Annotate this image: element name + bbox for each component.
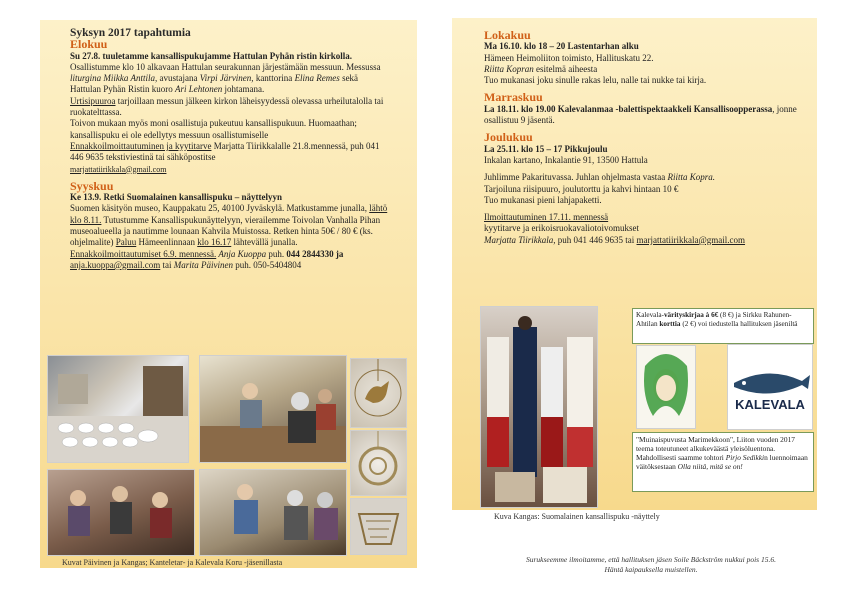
photo-kalevala-book xyxy=(727,344,813,430)
left-caption: Kuvat Päivinen ja Kangas; Kanteletar- ja Kalevala Koru -jäsenillasta xyxy=(62,558,283,567)
syyskuu-text: Suomen käsityön museo, Kauppakatu 25, 40100 Jyväskylä. Matkustamme junalla, xyxy=(70,203,370,214)
box2-text: n luennoimaan väitöksestaan xyxy=(636,453,808,471)
box1-price: à 6€ xyxy=(705,311,719,319)
photo-listening-group xyxy=(199,469,347,556)
joulukuu-menu: Tarjoiluna riisipuuro, joulutorttu ja kahvi hintaan 10 € xyxy=(484,183,679,194)
lecture-notice xyxy=(632,432,814,492)
right-caption: Kuva Kangas: Suomalainen kansallispuku -näyttely xyxy=(494,512,660,521)
box1-cards: korttia xyxy=(659,320,681,328)
elokuu-lead: Su 27.8. tuuletamme kansallispukujamme Hattulan Pyhän ristin kirkolla. xyxy=(70,50,353,61)
joulukuu-details xyxy=(484,172,804,206)
joulukuu-lead: La 25.11. klo 15 – 17 Pikkujoulu xyxy=(484,143,608,154)
syyskuu-text: tai xyxy=(160,259,174,270)
syyskuu-text: Hämeenlinnaan xyxy=(136,237,198,248)
syyskuu-contact2: Marita Päivinen xyxy=(173,259,234,270)
syyskuu-email-link[interactable]: anja.kuoppa@gmail.com xyxy=(70,259,161,270)
box1-text: Kalevala- xyxy=(636,311,664,319)
syyskuu-registration xyxy=(70,249,390,272)
photo-bird-pendant xyxy=(350,358,407,428)
coloring-book-notice xyxy=(632,308,814,344)
photo-costume-exhibition xyxy=(480,306,598,508)
lokakuu-heading: Lokakuu xyxy=(484,28,531,42)
photo-kantele-jewel xyxy=(350,498,407,555)
kantele-icon xyxy=(351,499,406,554)
elokuu-text: johtamana. xyxy=(222,84,265,95)
joulukuu-address: Inkalan kartano, Inkalantie 91, 13500 Hattula xyxy=(484,154,648,165)
syyskuu-return-time: klo 16.17 xyxy=(197,237,232,248)
memorial-line: Häntä kaipauksella muistellen. xyxy=(604,565,698,574)
marraskuu-body xyxy=(484,104,804,127)
joulukuu-email-link[interactable]: marjattatiirikkala@gmail.com xyxy=(636,234,746,245)
joulukuu-contact: Marjatta Tiirikkala, xyxy=(484,234,556,245)
joulukuu-reg-text: kyytitarve ja erikoisruokavaliotoivomukset xyxy=(484,223,639,234)
puuro-link: Urtisipuuroa xyxy=(70,95,116,106)
photo-coffee-table xyxy=(47,355,189,463)
box2-quote: Olla niitä, mitä se on! xyxy=(677,462,743,471)
joulukuu-host: Riitta Kopra. xyxy=(667,172,715,183)
fish-illustration xyxy=(728,345,812,429)
elokuu-text: kanttorina xyxy=(253,73,295,84)
joulukuu-gift: Tuo mukanasi pieni lahjapaketti. xyxy=(484,194,602,205)
box1-text: (8 €) ja Sirkku Rahunen-Ahtilan xyxy=(636,311,792,328)
photo-meeting-room xyxy=(199,355,347,463)
elokuu-avustaja: Virpi Järvinen, xyxy=(199,73,254,84)
elokuu-heading: Elokuu xyxy=(70,37,108,52)
marraskuu-lead: La 18.11. klo 19.00 Kalevalanmaa -balettispektaakkeli Kansallisoopperassa xyxy=(484,103,773,114)
lokakuu-note: Tuo mukanasi joku sinulle rakas lelu, nalle tai nukke tai kirja. xyxy=(484,75,707,86)
photo-coloring-book-face xyxy=(636,345,696,429)
lokakuu-text: esitelmä aiheesta xyxy=(533,63,598,74)
meeting-illustration xyxy=(200,356,346,462)
bird-pendant-icon xyxy=(351,359,406,427)
registration-text: Marjatta Tiirikkalalle 21.8.mennessä, puh 041 446 9635 tekstiviestinä tai sähköpostitse xyxy=(70,140,380,163)
elokuu-text: sekä Hattulan Pyhän Ristin kuoro xyxy=(70,73,359,95)
memorial-line: Surukseemme ilmoitamme, että hallituksen jäsen Soile Bäckström nukkui pois 15.6. xyxy=(526,555,776,564)
elokuu-registration xyxy=(70,141,390,164)
box1-product: värityskirjaa xyxy=(663,311,704,319)
elokuu-text: avustajana xyxy=(157,73,200,84)
brooch-icon xyxy=(351,431,406,495)
elokuu-liturgi: liturgina Miikka Anttila, xyxy=(70,73,158,84)
book-title: KALEVALA xyxy=(735,397,805,412)
box2-text: "Muinaispuvusta Marimekkoon", Liiton vuoden 2017 teema toteutuneet alkukeväästä yleisöluentona. Mahdollisesti saamme tohtori xyxy=(636,435,795,462)
lokakuu-address: Hämeen Heimoliiton toimisto, Hallituskatu 22. xyxy=(484,52,654,63)
lokakuu-lead: Ma 16.10. klo 18 – 20 Lastentarhan alku xyxy=(484,41,639,52)
photo-round-brooch xyxy=(350,430,407,496)
box1-text: (2 €) voi tiedustella hallituksen jäseniltä xyxy=(680,320,798,328)
joulukuu-heading: Joulukuu xyxy=(484,130,533,145)
syyskuu-body xyxy=(70,192,390,248)
elokuu-note: Toivon mukaan myös moni osallistuja pukeutuu kansallispukuun. Huomaathan; kansallispuku ei ole edellytys messuun osallistumiselle xyxy=(70,118,357,140)
green-leaf-face-illustration xyxy=(637,346,695,428)
syyskuu-reg-label: Ennakkoilmoittautumiset 6.9. mennessä. xyxy=(70,248,217,259)
marraskuu-text: , jonne osallistuu 9 jäsentä. xyxy=(484,103,797,126)
left-text xyxy=(70,28,390,271)
coffee-cups-illustration xyxy=(48,356,188,462)
elokuu-puuro xyxy=(70,96,390,119)
right-text xyxy=(484,30,804,246)
listeners-illustration xyxy=(200,470,346,555)
syyskuu-return: Paluu xyxy=(115,237,137,248)
costumes-illustration xyxy=(481,307,597,507)
syyskuu-phone2: puh. 050-5404804 xyxy=(233,259,302,270)
syyskuu-phone: 044 2844330 ja xyxy=(286,248,344,259)
lokakuu-speaker: Riitta Kopran xyxy=(484,63,534,74)
syyskuu-departure: lähtö klo 8.11. xyxy=(70,203,388,225)
joulukuu-phone: puh 041 446 9635 tai xyxy=(555,234,637,245)
lokakuu-body xyxy=(484,41,804,86)
box2-name: Pirjo Sedikki xyxy=(725,453,765,462)
memorial-notice xyxy=(480,555,822,575)
syyskuu-text: Tutustumme Kansallispukunäyttelyyn, vierailemme Toivolan Vanhalla Pihan museoalueella ja nautimme lounaan Kahvila Muistossa. Retken hinta 50€ / 80 € (ks. ohjelmalite) xyxy=(70,214,381,248)
joulukuu-reg-label: Ilmoittautuminen 17.11. mennessä xyxy=(484,212,609,223)
elokuu-text: Osallistumme klo 10 alkavaan Hattulan seurakunnan järjestämään messuun. Messussa xyxy=(70,61,381,72)
joulukuu-body xyxy=(484,144,804,167)
puuro-text: tarjoillaan messun jälkeen kirkon läheisyydessä olevassa urheilutalolla tai ruokatelttassa. xyxy=(70,95,384,118)
elokuu-body xyxy=(70,51,390,96)
syyskuu-lead: Ke 13.9. Retki Suomalainen kansallispuku – näyttelyyn xyxy=(70,192,283,203)
syyskuu-contact: Anja Kuoppa xyxy=(216,248,267,259)
page-title: Syksyn 2017 tapahtumia xyxy=(70,27,191,39)
elokuu-email-link[interactable]: marjattatiirikkala@gmail.com xyxy=(70,164,167,174)
registration-label: Ennakkoilmoittautuminen ja kyytitarve xyxy=(70,140,212,151)
syyskuu-text: lähtevällä junalla. xyxy=(231,237,298,248)
marraskuu-heading: Marraskuu xyxy=(484,90,543,105)
group-illustration xyxy=(48,470,194,555)
syyskuu-heading: Syyskuu xyxy=(70,178,114,193)
joulukuu-registration xyxy=(484,212,804,246)
photo-singing-group xyxy=(47,469,195,556)
elokuu-kanttori: Elina Remes xyxy=(294,73,340,84)
syyskuu-text: puh. xyxy=(266,248,287,259)
joulukuu-text: Juhlimme Pakarituvassa. Juhlan ohjelmasta vastaa xyxy=(484,172,668,183)
elokuu-kuoro: Ari Lehtonen xyxy=(175,84,223,95)
